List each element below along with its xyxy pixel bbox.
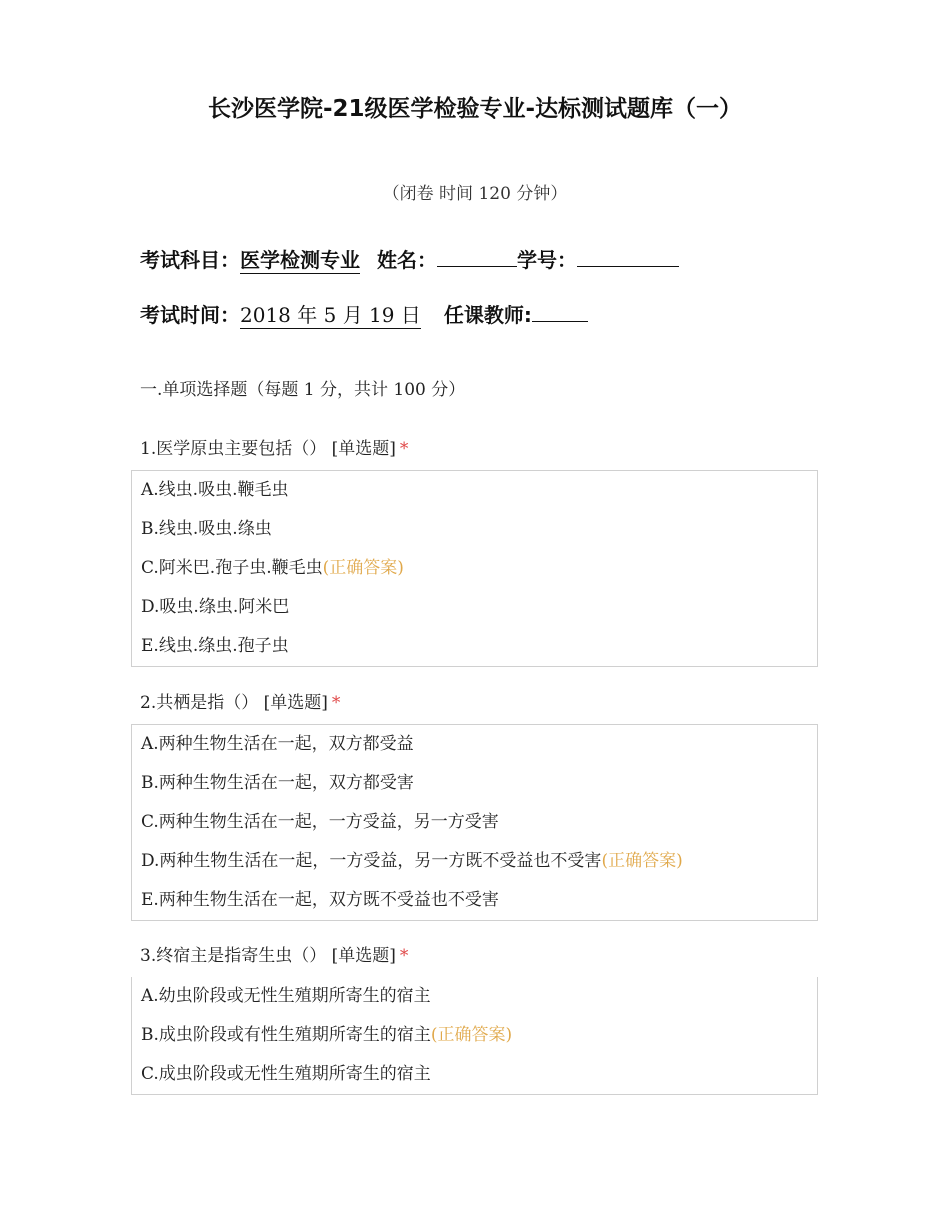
option-3c[interactable] [132, 1055, 817, 1094]
correct-answer-tag: (正确答案) [322, 558, 404, 578]
teacher-label: 任课教师: [443, 303, 532, 327]
question-3-text [140, 941, 408, 966]
option-3b[interactable] [132, 1016, 817, 1055]
question-text: 2.共栖是指（） [单选题] [140, 693, 328, 713]
option-text: D.吸虫.绦虫.阿米巴 [141, 597, 290, 617]
question-2-text [140, 688, 340, 713]
name-blank[interactable] [437, 246, 517, 267]
option-text: E.两种生物生活在一起，双方既不受益也不受害 [141, 890, 499, 910]
student-id-blank[interactable] [577, 246, 679, 267]
info-line-time [140, 299, 588, 329]
option-text: A.线虫.吸虫.鞭毛虫 [141, 480, 289, 500]
page-title: 长沙医学院-21级医学检验专业-达标测试题库（一） [207, 96, 743, 122]
exam-date-value: 2018 年 5 月 19 日 [240, 299, 421, 329]
option-2e[interactable] [132, 881, 817, 920]
required-star: * [399, 439, 409, 459]
time-label: 考试时间： [140, 303, 240, 327]
subject-value: 医学检测专业 [240, 244, 360, 274]
question-text: 1.医学原虫主要包括（） [单选题] [140, 439, 396, 459]
option-text: C.两种生物生活在一起，一方受益，另一方受害 [141, 812, 499, 832]
name-label: 姓名： [376, 248, 437, 272]
subject-label: 考试科目： [140, 248, 240, 272]
option-1d[interactable] [132, 588, 817, 627]
option-text: D.两种生物生活在一起，一方受益，另一方既不受益也不受害 [141, 851, 602, 871]
option-2a[interactable] [132, 725, 817, 764]
exam-subtitle: （闭卷 时间 120 分钟） [382, 184, 568, 204]
question-1-options [131, 470, 818, 667]
option-2c[interactable] [132, 803, 817, 842]
required-star: * [331, 693, 341, 713]
option-text: E.线虫.绦虫.孢子虫 [141, 636, 289, 656]
option-text: B.两种生物生活在一起，双方都受害 [141, 773, 414, 793]
correct-answer-tag: (正确答案) [430, 1025, 513, 1045]
student-id-label: 学号： [516, 248, 577, 272]
question-3-options [131, 977, 818, 1095]
option-1c[interactable] [132, 549, 817, 588]
correct-answer-tag: (正确答案) [601, 851, 683, 871]
option-text: C.成虫阶段或无性生殖期所寄生的宿主 [141, 1064, 431, 1084]
option-text: C.阿米巴.孢子虫.鞭毛虫 [141, 558, 323, 578]
option-1a[interactable] [132, 471, 817, 510]
teacher-blank[interactable] [532, 301, 588, 322]
required-star: * [399, 946, 409, 966]
option-2b[interactable] [132, 764, 817, 803]
option-text: A.两种生物生活在一起，双方都受益 [141, 734, 414, 754]
option-text: A.幼虫阶段或无性生殖期所寄生的宿主 [141, 986, 431, 1006]
option-2d[interactable] [132, 842, 817, 881]
question-2-options [131, 724, 818, 921]
option-1b[interactable] [132, 510, 817, 549]
question-text: 3.终宿主是指寄生虫（） [单选题] [140, 946, 396, 966]
info-line-subject [140, 244, 679, 274]
question-1-text [140, 434, 408, 459]
option-text: B.线虫.吸虫.绦虫 [141, 519, 272, 539]
section-title: 一.单项选择题（每题 1 分，共计 100 分） [140, 380, 466, 400]
option-text: B.成虫阶段或有性生殖期所寄生的宿主 [141, 1025, 431, 1045]
option-1e[interactable] [132, 627, 817, 666]
option-3a[interactable] [132, 977, 817, 1016]
